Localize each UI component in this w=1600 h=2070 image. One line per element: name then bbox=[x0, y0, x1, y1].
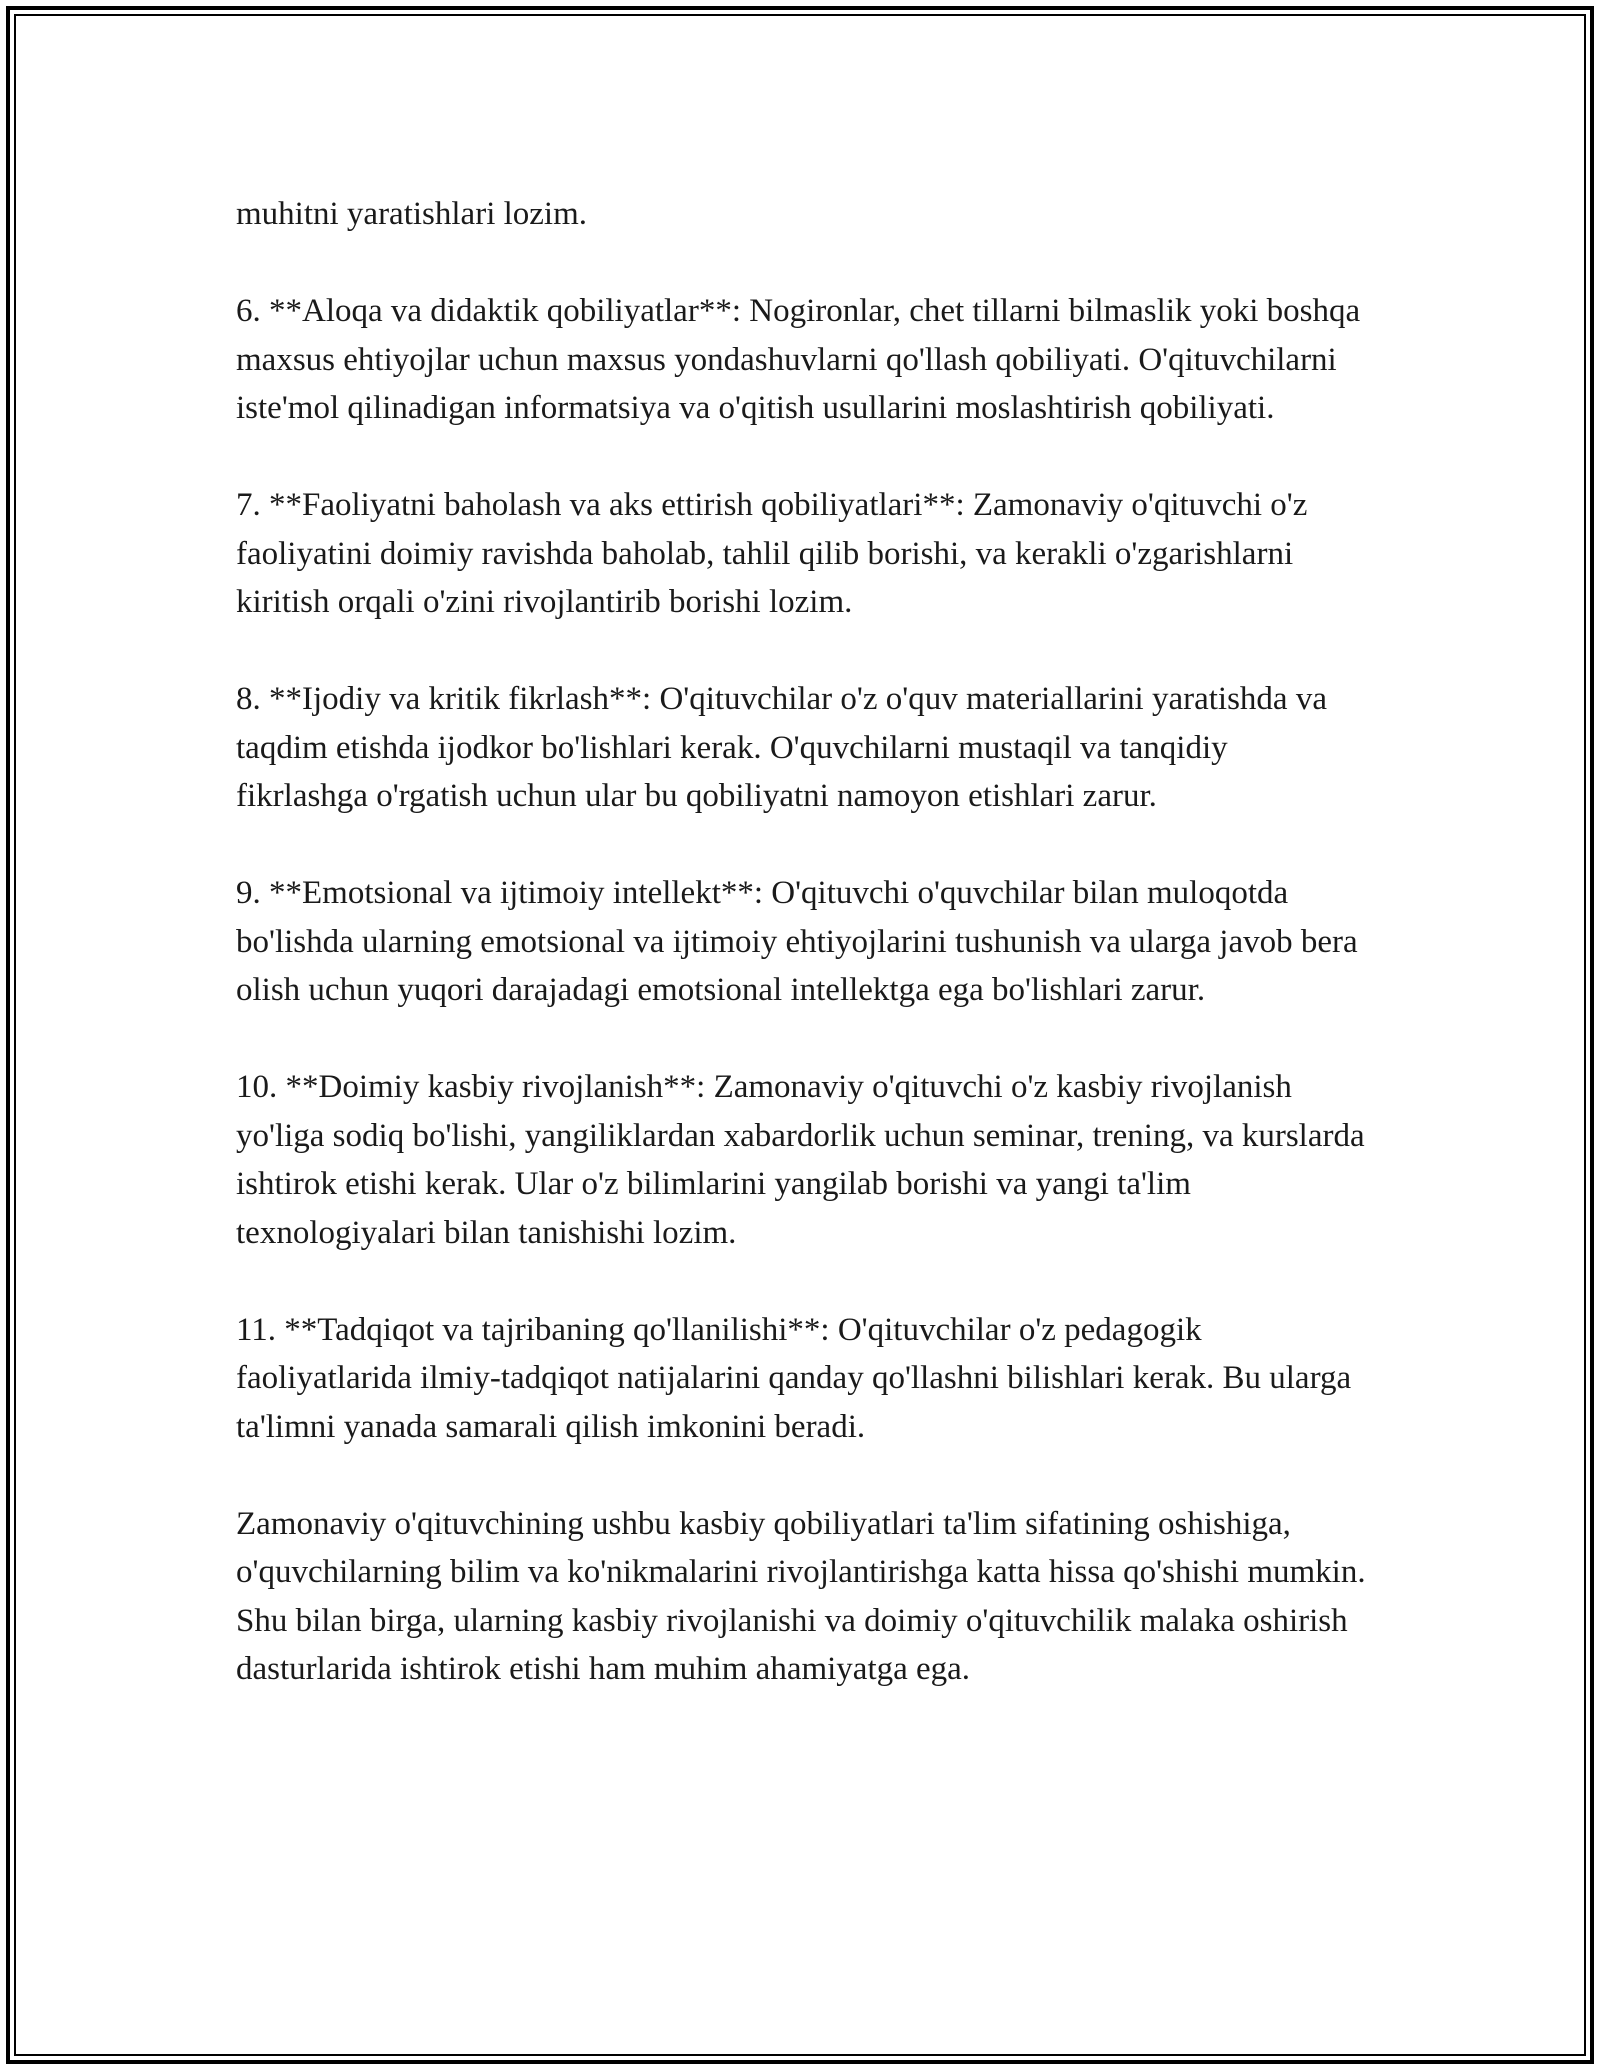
paragraph-item-10: 10. **Doimiy kasbiy rivojlanish**: Zamonaviy o'qituvchi o'z kasbiy rivojlanish yo'liga sodiq bo'lishi, yangiliklardan xabardorlik uchun seminar, trening, va kurslarda ishtirok etishi kerak. Ular o'z bilimlarini yangilab borishi va yangi ta'lim texnologiyalari bilan tanishishi lozim. bbox=[236, 1069, 1365, 1251]
paragraph-item-8: 8. **Ijodiy va kritik fikrlash**: O'qituvchilar o'z o'quv materiallarini yaratishda va taqdim etishda ijodkor bo'lishlari kerak. O'quvchilarni mustaqil va tanqidiy fikrlashga o'rgatish uchun ular bu qobiliyatni namoyon etishlari zarur. bbox=[236, 681, 1327, 814]
document-body bbox=[236, 190, 1366, 1694]
paragraph-item-7: 7. **Faoliyatni baholash va aks ettirish qobiliyatlari**: Zamonaviy o'qituvchi o'z faoliyatini doimiy ravishda baholab, tahlil qilib borishi, va kerakli o'zgarishlarni kiritish orqali o'zini rivojlantirib borishi lozim. bbox=[236, 487, 1308, 620]
paragraph-item-6: 6. **Aloqa va didaktik qobiliyatlar**: Nogironlar, chet tillarni bilmaslik yoki boshqa maxsus ehtiyojlar uchun maxsus yondashuvlarni qo'llash qobiliyati. O'qituvchilarni iste'mol qilinadigan informatsiya va o'qitish usullarini moslashtirish qobiliyati. bbox=[236, 293, 1361, 426]
paragraph-item-9: 9. **Emotsional va ijtimoiy intellekt**: O'qituvchi o'quvchilar bilan muloqotda bo'lishda ularning emotsional va ijtimoiy ehtiyojlarini tushunish va ularga javob bera olish uchun yuqori darajadagi emotsional intellektga ega bo'lishlari zarur. bbox=[236, 875, 1358, 1008]
paragraph-continuation: muhitni yaratishlari lozim. bbox=[236, 196, 588, 232]
paragraph-item-11: 11. **Tadqiqot va tajribaning qo'llanilishi**: O'qituvchilar o'z pedagogik faoliyatlarida ilmiy-tadqiqot natijalarini qanday qo'llashni bilishlari kerak. Bu ularga ta'limni yanada samarali qilish imkonini beradi. bbox=[236, 1311, 1352, 1445]
paragraph-conclusion: Zamonaviy o'qituvchining ushbu kasbiy qobiliyatlari ta'lim sifatining oshishiga, o'quvchilarning bilim va ko'nikmalarini rivojlantirishga katta hissa qo'shishi mumkin. Shu bilan birga, ularning kasbiy rivojlanishi va doimiy o'qituvchilik malaka oshirish dasturlarida ishtirok etishi ham muhim ahamiyatga ega. bbox=[236, 1505, 1366, 1687]
